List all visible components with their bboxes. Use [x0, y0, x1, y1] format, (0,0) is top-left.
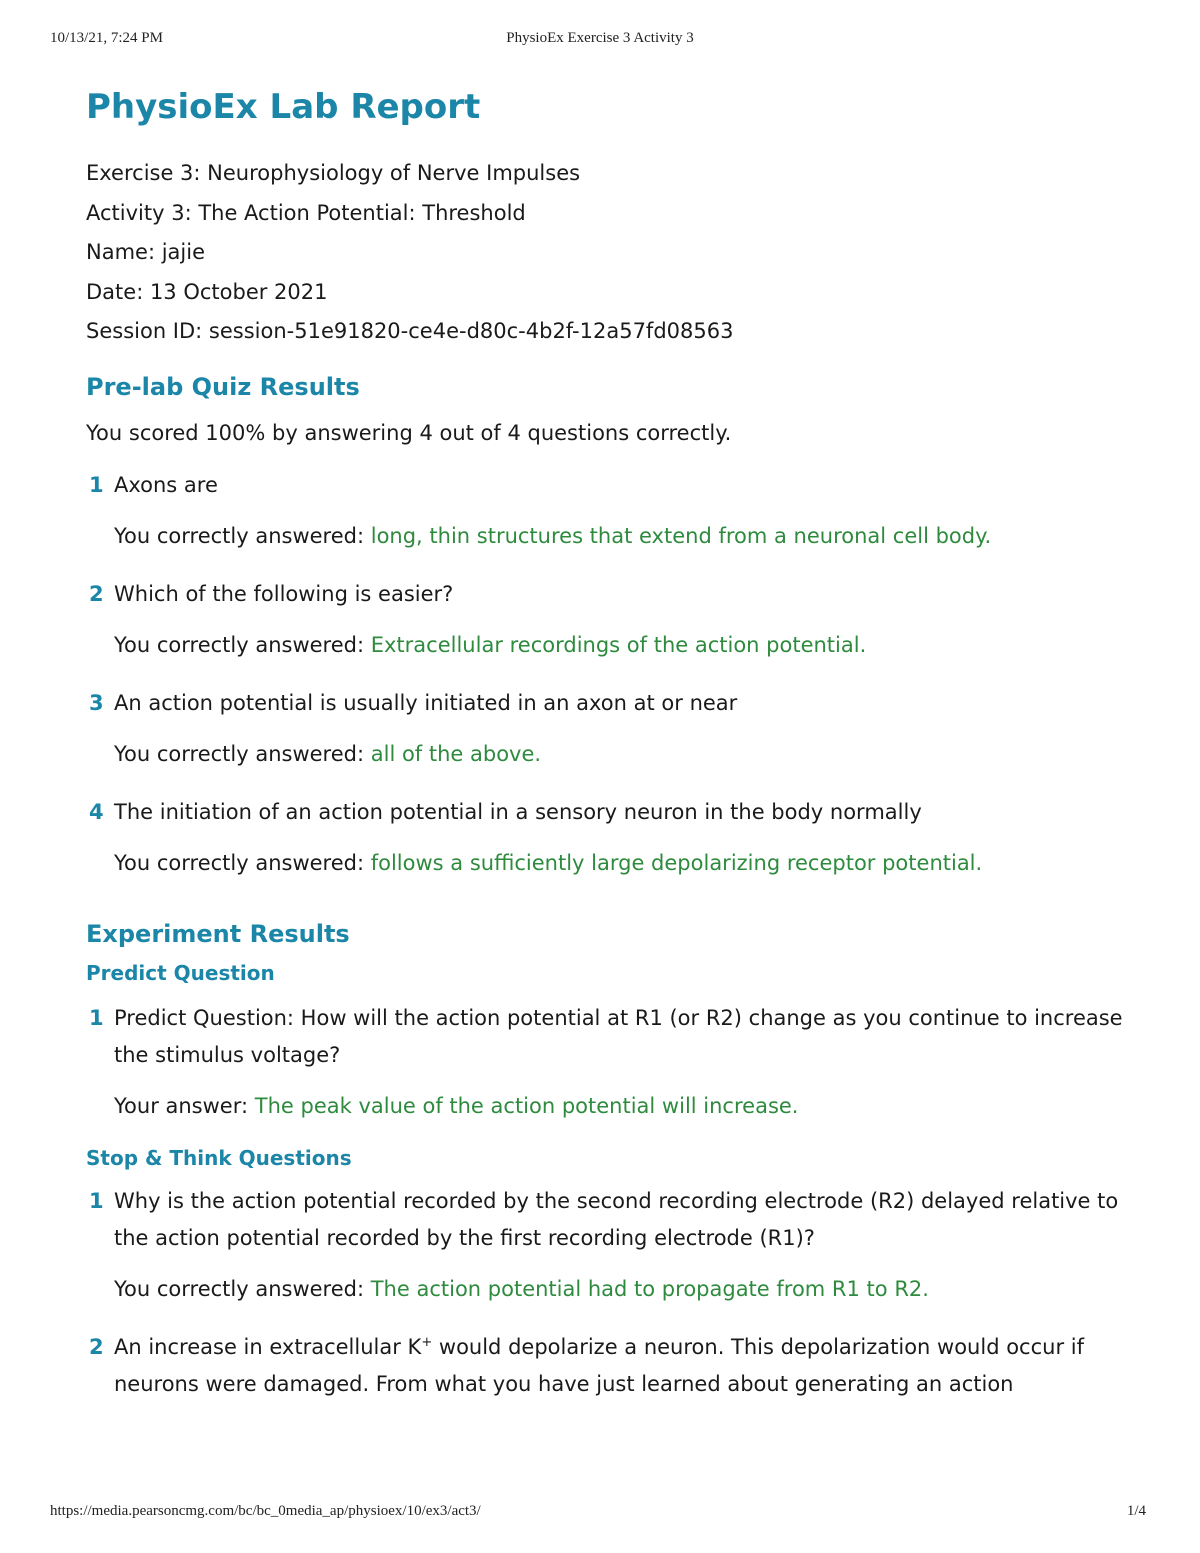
- print-header: [0, 30, 1200, 50]
- question-text: Which of the following is easier?: [114, 581, 454, 606]
- answer-text: Extracellular recordings of the action potential.: [370, 632, 867, 657]
- answer-prefix: You correctly answered:: [114, 850, 371, 875]
- prelab-heading: Pre-lab Quiz Results: [86, 372, 360, 401]
- stop-think-answer-1: [86, 1271, 1146, 1308]
- stop-think-question-1: [86, 1183, 1146, 1257]
- question-text: [114, 1335, 1084, 1396]
- answer-text: The peak value of the action potential will increase.: [254, 1093, 799, 1118]
- question-text: Axons are: [114, 472, 218, 497]
- question-text-end: would depolarize a neuron. This depolarization would occur if neurons were damaged. From what you have just learned about generating an action: [114, 1334, 1084, 1396]
- answer-text: follows a sufficiently large depolarizing receptor potential.: [370, 850, 983, 875]
- prelab-question-1: [86, 467, 1146, 504]
- exercise-line: Exercise 3: Neurophysiology of Nerve Impulses: [86, 161, 581, 185]
- date-line: Date: 13 October 2021: [86, 279, 328, 304]
- activity-line: Activity 3: The Action Potential: Threshold: [86, 200, 526, 225]
- prelab-answer-4: [86, 845, 1146, 882]
- question-text: Why is the action potential recorded by the second recording electrode (R2) delayed relative to the action potential recorded by the first recording electrode (R1)?: [114, 1188, 1119, 1250]
- question-number: 2: [89, 1334, 104, 1359]
- question-number: 4: [89, 799, 104, 824]
- answer-prefix: You correctly answered:: [114, 741, 371, 766]
- predict-answer: [86, 1088, 1146, 1125]
- prelab-question-2: [86, 576, 1146, 613]
- question-number: 3: [89, 690, 104, 715]
- report-meta: [86, 154, 1146, 352]
- answer-text: long, thin structures that extend from a neuronal cell body.: [370, 523, 992, 548]
- stop-think-heading: Stop & Think Questions: [86, 1145, 352, 1170]
- prelab-answer-3: [86, 736, 1146, 773]
- question-text: The initiation of an action potential in a sensory neuron in the body normally: [114, 799, 922, 824]
- question-number: 2: [89, 581, 104, 606]
- predict-heading: Predict Question: [86, 960, 275, 985]
- question-number: 1: [89, 472, 104, 497]
- session-line: Session ID: session-51e91820-ce4e-d80c-4b2f-12a57fd08563: [86, 319, 734, 343]
- print-url: https://media.pearsoncmg.com/bc/bc_0media_ap/physioex/10/ex3/act3/: [50, 1503, 481, 1519]
- answer-text: all of the above.: [370, 741, 542, 766]
- prelab-question-4: [86, 794, 1146, 831]
- potassium-superscript: +: [421, 1334, 433, 1350]
- question-text: Predict Question: How will the action potential at R1 (or R2) change as you continue to increase the stimulus voltage?: [114, 1005, 1123, 1067]
- question-text-start: An increase in extracellular K: [114, 1334, 422, 1359]
- report-content: [86, 82, 1146, 1403]
- prelab-answer-2: [86, 627, 1146, 664]
- prelab-score: You scored 100% by answering 4 out of 4 questions correctly.: [86, 420, 732, 445]
- predict-question: [86, 1000, 1146, 1074]
- question-text: An action potential is usually initiated in an axon at or near: [114, 690, 738, 715]
- answer-text: The action potential had to propagate from R1 to R2.: [370, 1276, 929, 1301]
- report-title: PhysioEx Lab Report: [86, 87, 481, 127]
- prelab-answer-1: [86, 518, 1146, 555]
- prelab-question-3: [86, 685, 1146, 722]
- stop-think-question-2: [86, 1329, 1146, 1403]
- print-page-title: PhysioEx Exercise 3 Activity 3: [506, 30, 694, 46]
- experiment-heading: Experiment Results: [86, 919, 350, 948]
- answer-prefix: You correctly answered:: [114, 1276, 371, 1301]
- question-number: 1: [89, 1005, 104, 1030]
- question-number: 1: [89, 1188, 104, 1213]
- answer-prefix: You correctly answered:: [114, 523, 371, 548]
- answer-prefix: You correctly answered:: [114, 632, 371, 657]
- print-page-number: 1/4: [1126, 1503, 1146, 1519]
- print-datetime: 10/13/21, 7:24 PM: [50, 30, 163, 46]
- answer-prefix: Your answer:: [114, 1093, 255, 1118]
- print-footer: [0, 1503, 1200, 1523]
- name-line: Name: jajie: [86, 240, 205, 264]
